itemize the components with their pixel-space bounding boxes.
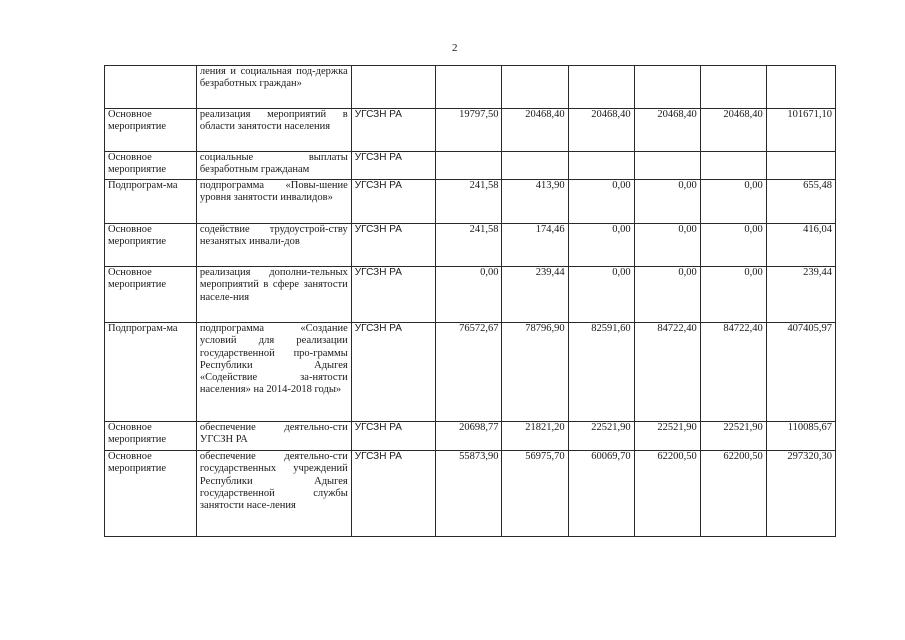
table-row	[105, 224, 836, 267]
row-executor-cell: УГСЗН РА	[351, 224, 436, 267]
value-2015-cell: 174,46	[502, 224, 568, 267]
value-2014-cell	[436, 152, 502, 180]
value-2018-cell: 62200,50	[700, 451, 766, 537]
value-total-cell: 416,04	[766, 224, 835, 267]
value-2014-cell	[436, 66, 502, 109]
value-total-cell: 297320,30	[766, 451, 835, 537]
value-2017-cell: 0,00	[634, 267, 700, 323]
value-2015-cell: 239,44	[502, 267, 568, 323]
value-2017-cell	[634, 66, 700, 109]
value-2017-cell	[634, 152, 700, 180]
value-2014-cell: 241,58	[436, 180, 502, 224]
row-description-cell: обеспечение деятельно-сти государственных учреждений Республики Адыгея государственной службы занятости насе-ления	[196, 451, 351, 537]
value-2017-cell: 0,00	[634, 224, 700, 267]
row-description-cell: обеспечение деятельно-сти УГСЗН РА	[196, 422, 351, 451]
value-2016-cell	[568, 152, 634, 180]
value-2014-cell: 76572,67	[436, 323, 502, 422]
row-type-cell: Подпрограм-ма	[105, 180, 197, 224]
value-2018-cell: 22521,90	[700, 422, 766, 451]
row-executor-cell: УГСЗН РА	[351, 180, 436, 224]
row-type-cell: Основное мероприятие	[105, 109, 197, 152]
table-row	[105, 109, 836, 152]
row-type-cell: Основное мероприятие	[105, 152, 197, 180]
value-2014-cell: 55873,90	[436, 451, 502, 537]
value-total-cell	[766, 66, 835, 109]
value-2018-cell: 0,00	[700, 267, 766, 323]
value-total-cell: 655,48	[766, 180, 835, 224]
row-executor-cell: УГСЗН РА	[351, 152, 436, 180]
value-2017-cell: 84722,40	[634, 323, 700, 422]
value-2017-cell: 62200,50	[634, 451, 700, 537]
row-description-cell: содействие трудоустрой-ству незанятых инвали-дов	[196, 224, 351, 267]
value-2016-cell: 22521,90	[568, 422, 634, 451]
row-description-cell: подпрограмма «Повы-шение уровня занятости инвалидов»	[196, 180, 351, 224]
value-total-cell: 110085,67	[766, 422, 835, 451]
row-description-cell: реализация мероприятий в области занятости населения	[196, 109, 351, 152]
row-type-cell: Основное мероприятие	[105, 267, 197, 323]
row-description-cell: подпрограмма «Создание условий для реализации государственной про-граммы Республики Адыгея «Содействие за-нятости населения» на 2014-2018 годы»	[196, 323, 351, 422]
value-2014-cell: 241,58	[436, 224, 502, 267]
row-executor-cell: УГСЗН РА	[351, 422, 436, 451]
value-2018-cell	[700, 152, 766, 180]
value-2015-cell: 56975,70	[502, 451, 568, 537]
value-2017-cell: 0,00	[634, 180, 700, 224]
row-type-cell: Основное мероприятие	[105, 422, 197, 451]
program-table	[104, 65, 836, 537]
value-2018-cell: 84722,40	[700, 323, 766, 422]
value-2016-cell: 82591,60	[568, 323, 634, 422]
table-row	[105, 180, 836, 224]
value-total-cell	[766, 152, 835, 180]
value-2015-cell: 78796,90	[502, 323, 568, 422]
table-row	[105, 66, 836, 109]
value-2018-cell: 0,00	[700, 180, 766, 224]
value-2016-cell: 0,00	[568, 224, 634, 267]
value-total-cell: 239,44	[766, 267, 835, 323]
value-2016-cell: 20468,40	[568, 109, 634, 152]
row-type-cell: Подпрограм-ма	[105, 323, 197, 422]
table-row	[105, 152, 836, 180]
value-2015-cell	[502, 66, 568, 109]
value-2016-cell	[568, 66, 634, 109]
value-total-cell: 101671,10	[766, 109, 835, 152]
value-2018-cell: 0,00	[700, 224, 766, 267]
value-2015-cell	[502, 152, 568, 180]
value-2015-cell: 413,90	[502, 180, 568, 224]
row-type-cell: Основное мероприятие	[105, 451, 197, 537]
row-type-cell: Основное мероприятие	[105, 224, 197, 267]
table-row	[105, 451, 836, 537]
value-2014-cell: 20698,77	[436, 422, 502, 451]
row-description-cell: социальные выплаты безработным гражданам	[196, 152, 351, 180]
row-description-cell: ления и социальная под-держка безработных граждан»	[196, 66, 351, 109]
value-2014-cell: 19797,50	[436, 109, 502, 152]
value-2016-cell: 0,00	[568, 267, 634, 323]
row-description-cell: реализация дополни-тельных мероприятий в сфере занятости населе-ния	[196, 267, 351, 323]
page-number: 2	[452, 42, 458, 54]
value-2016-cell: 60069,70	[568, 451, 634, 537]
value-2018-cell: 20468,40	[700, 109, 766, 152]
value-2015-cell: 21821,20	[502, 422, 568, 451]
value-total-cell: 407405,97	[766, 323, 835, 422]
value-2017-cell: 20468,40	[634, 109, 700, 152]
row-executor-cell: УГСЗН РА	[351, 267, 436, 323]
row-executor-cell: УГСЗН РА	[351, 109, 436, 152]
table-row	[105, 267, 836, 323]
row-executor-cell: УГСЗН РА	[351, 323, 436, 422]
value-2016-cell: 0,00	[568, 180, 634, 224]
row-executor-cell	[351, 66, 436, 109]
table-row	[105, 422, 836, 451]
value-2014-cell: 0,00	[436, 267, 502, 323]
value-2017-cell: 22521,90	[634, 422, 700, 451]
value-2015-cell: 20468,40	[502, 109, 568, 152]
row-type-cell	[105, 66, 197, 109]
value-2018-cell	[700, 66, 766, 109]
table-row	[105, 323, 836, 422]
row-executor-cell: УГСЗН РА	[351, 451, 436, 537]
